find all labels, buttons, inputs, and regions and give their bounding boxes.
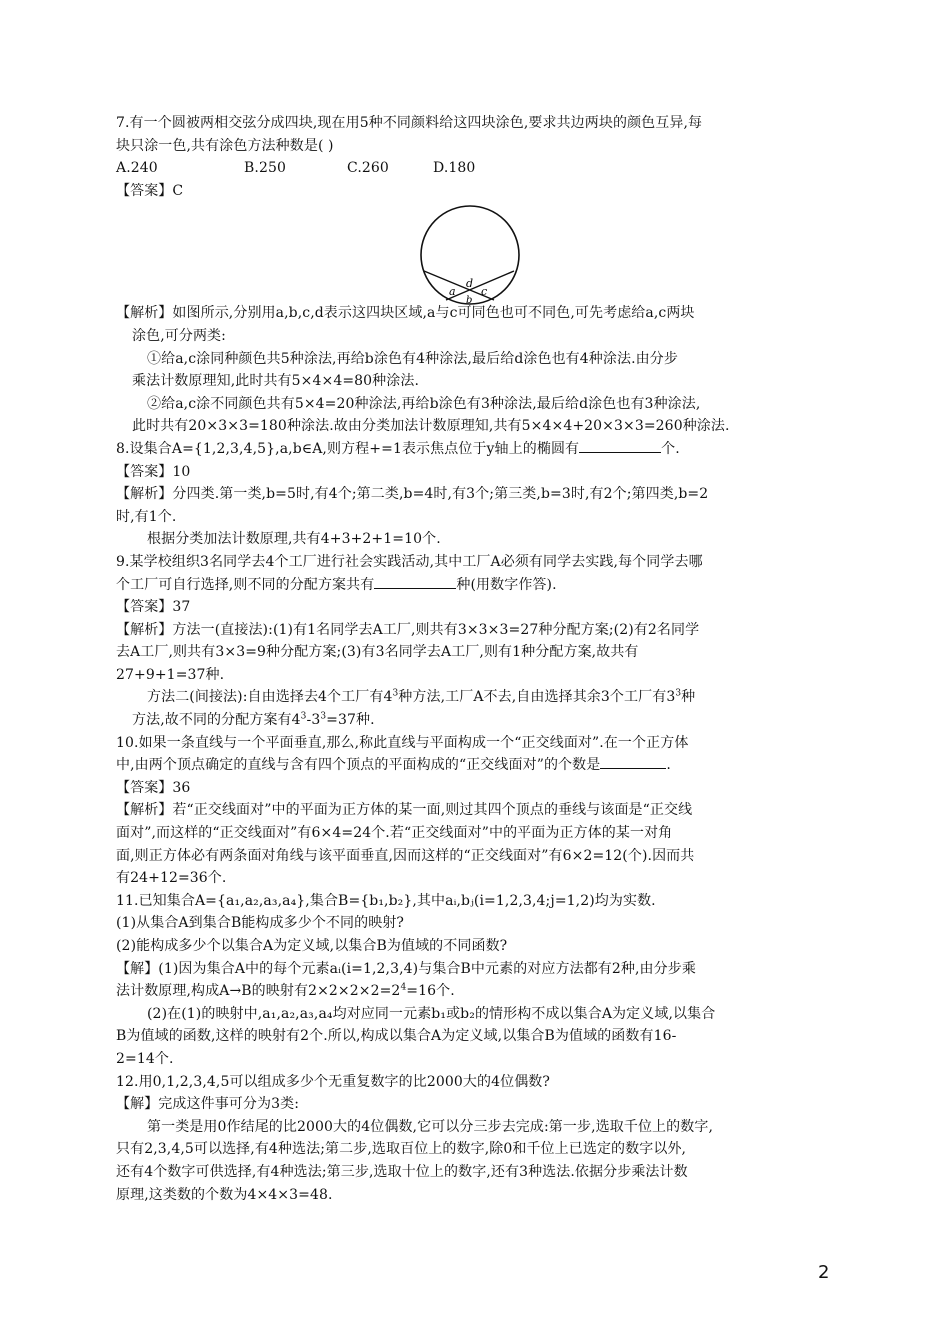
q7-option-a: A.240 bbox=[116, 160, 158, 177]
label-c: c bbox=[481, 285, 488, 299]
q9-solution-line5: 方法,故不同的分配方案有$4^3-3^3=37$种. bbox=[132, 711, 375, 729]
q7-solution-line5: ②给a,c涂不同颜色共有5×4=20种涂法,再给b涂色有3种涂法,最后给d涂色也有3种涂法, bbox=[147, 395, 701, 412]
q7-options bbox=[116, 157, 840, 180]
q10-solution-line2: 面对”,而这样的“正交线面对”有6×4=24个.若“正交线面对”中的平面为正方体的某一对角 bbox=[116, 825, 673, 842]
q9-stem-line1: 9.某学校组织3名同学去4个工厂进行社会实践活动,其中工厂A必须有同学去实践,每个同学去哪 bbox=[116, 553, 703, 570]
q11-solution-line4: B为值域的函数,这样的映射有2个.所以,构成以集合A为定义域,以集合B为值域的函数有16- bbox=[116, 1028, 677, 1045]
q7-solution-line1: 【解析】如图所示,分别用a,b,c,d表示这四块区域,a与c可同色也可不同色,可先考虑给a,c两块 bbox=[116, 305, 695, 322]
q7-solution-line4: 乘法计数原理知,此时共有5×4×4=80种涂法. bbox=[132, 373, 420, 390]
document-page bbox=[116, 112, 840, 1206]
page-number: 2 bbox=[818, 1262, 830, 1283]
q10-answer: 【答案】36 bbox=[116, 779, 191, 796]
q8-solution-line1: 【解析】分四类.第一类,b=5时,有4个;第二类,b=4时,有3个;第三类,b=3时,有2个;第四类,b=2 bbox=[116, 486, 709, 503]
q8-answer: 【答案】10 bbox=[116, 463, 191, 480]
q11-part1: (1)从集合A到集合B能构成多少个不同的映射? bbox=[116, 915, 405, 932]
q10-solution-line1: 【解析】若“正交线面对”中的平面为正方体的某一面,则过其四个顶点的垂线与该面是“正交线 bbox=[116, 802, 693, 819]
q11-part2: (2)能构成多少个以集合A为定义域,以集合B为值域的不同函数? bbox=[116, 938, 508, 954]
q8-solution-line3: 根据分类加法计数原理,共有4+3+2+1=10个. bbox=[147, 531, 441, 548]
q7-figure bbox=[116, 202, 840, 307]
q10-answer-blank bbox=[600, 754, 666, 769]
q9-answer: 【答案】37 bbox=[116, 599, 191, 616]
q12-solution-line4: 还有4个数字可供选择,有4种选法;第三步,选取十位上的数字,还有3种选法.依据分步乘法计数 bbox=[116, 1163, 688, 1180]
q9-stem-line2: 个工厂可自行选择,则不同的分配方案共有 种(用数字作答). bbox=[116, 574, 840, 597]
q11-solution-line2: 法计数原理,构成A→B的映射有$2\times 2\times 2\times 2=2^4=16$个. bbox=[116, 982, 455, 1000]
q12-solution-line1: 【解】完成这件事可分为3类: bbox=[116, 1096, 300, 1113]
q12-stem: 12.用0,1,2,3,4,5可以组成多少个无重复数字的比2000大的4位偶数? bbox=[116, 1073, 550, 1090]
q7-option-d: D.180 bbox=[433, 160, 476, 177]
q7-option-b: B.250 bbox=[244, 160, 286, 177]
label-b: b bbox=[466, 295, 473, 307]
q9-solution-line4: 方法二(间接法):自由选择去4个工厂有$4^3$种方法,工厂A不去,自由选择其余3个工厂有$3^3$种 bbox=[147, 688, 696, 706]
q7-solution-line3: ①给a,c涂同种颜色共5种涂法,再给b涂色有4种涂法,最后给d涂色也有4种涂法.由分步 bbox=[147, 350, 678, 367]
q11-solution-line5: 2=14个. bbox=[116, 1050, 174, 1067]
q10-solution-line4: 有24+12=36个. bbox=[116, 870, 227, 887]
q7-solution-line2: 涂色,可分两类: bbox=[132, 327, 226, 344]
q10-stem-line2: 中,由两个顶点确定的直线与含有四个顶点的平面构成的“正交线面对”的个数是 . bbox=[116, 754, 840, 777]
q8-answer-blank bbox=[579, 438, 661, 453]
q8-solution-line2: 时,有1个. bbox=[116, 508, 177, 525]
q7-solution-line6: 此时共有20×3×3=180种涂法.故由分类加法计数原理知,共有5×4×4+20×3×3=260种涂法. bbox=[132, 418, 730, 435]
q7-answer: 【答案】C bbox=[116, 182, 184, 199]
q9-solution-line3: 27+9+1=37种. bbox=[116, 666, 225, 683]
q7-stem-line1: 7.有一个圆被两相交弦分成四块,现在用5种不同颜料给这四块涂色,要求共边两块的颜色互异,每 bbox=[116, 115, 703, 131]
circle-chords-diagram bbox=[418, 204, 522, 308]
label-d: d bbox=[466, 277, 474, 291]
q7-option-c: C.260 bbox=[347, 160, 389, 177]
q9-solution-line2: 去A工厂,则共有3×3=9种分配方案;(3)有3名同学去A工厂,则有1种分配方案,故共有 bbox=[116, 644, 639, 661]
q12-solution-line3: 只有2,3,4,5可以选择,有4种选法;第二步,选取百位上的数字,除0和千位上已选定的数字以外, bbox=[116, 1141, 687, 1158]
label-a: a bbox=[449, 285, 456, 299]
q11-stem: 11.已知集合A={a₁,a₂,a₃,a₄},集合B={b₁,b₂},其中aᵢ,bⱼ(i=1,2,3,4;j=1,2)均为实数. bbox=[116, 892, 656, 909]
q11-solution-line1: 【解】(1)因为集合A中的每个元素aᵢ(i=1,2,3,4)与集合B中元素的对应方法都有2种,由分步乘 bbox=[116, 960, 696, 977]
q7-stem-line2: 块只涂一色,共有涂色方法种数是( ) bbox=[116, 137, 334, 154]
q10-stem-line1: 10.如果一条直线与一个平面垂直,那么,称此直线与平面构成一个“正交线面对”.在一个正方体 bbox=[116, 734, 689, 751]
q9-answer-blank bbox=[374, 574, 456, 589]
q11-solution-line3: (2)在(1)的映射中,a₁,a₂,a₃,a₄均对应同一元素b₁或b₂的情形构不成以集合A为定义域,以集合 bbox=[147, 1005, 716, 1022]
q10-solution-line3: 面,则正方体必有两条面对角线与该平面垂直,因而这样的“正交线面对”有6×2=12(个).因而共 bbox=[116, 847, 695, 864]
q8-stem: 8.设集合A={1,2,3,4,5},a,b∈A,则方程+=1表示焦点位于y轴上的椭圆有 个. bbox=[116, 438, 840, 461]
q12-solution-line5: 原理,这类数的个数为4×4×3=48. bbox=[116, 1186, 333, 1203]
q9-solution-line1: 【解析】方法一(直接法):(1)有1名同学去A工厂,则共有3×3×3=27种分配方案;(2)有2名同学 bbox=[116, 621, 700, 638]
q12-solution-line2: 第一类是用0作结尾的比2000大的4位偶数,它可以分三步去完成:第一步,选取千位上的数字, bbox=[147, 1118, 714, 1135]
